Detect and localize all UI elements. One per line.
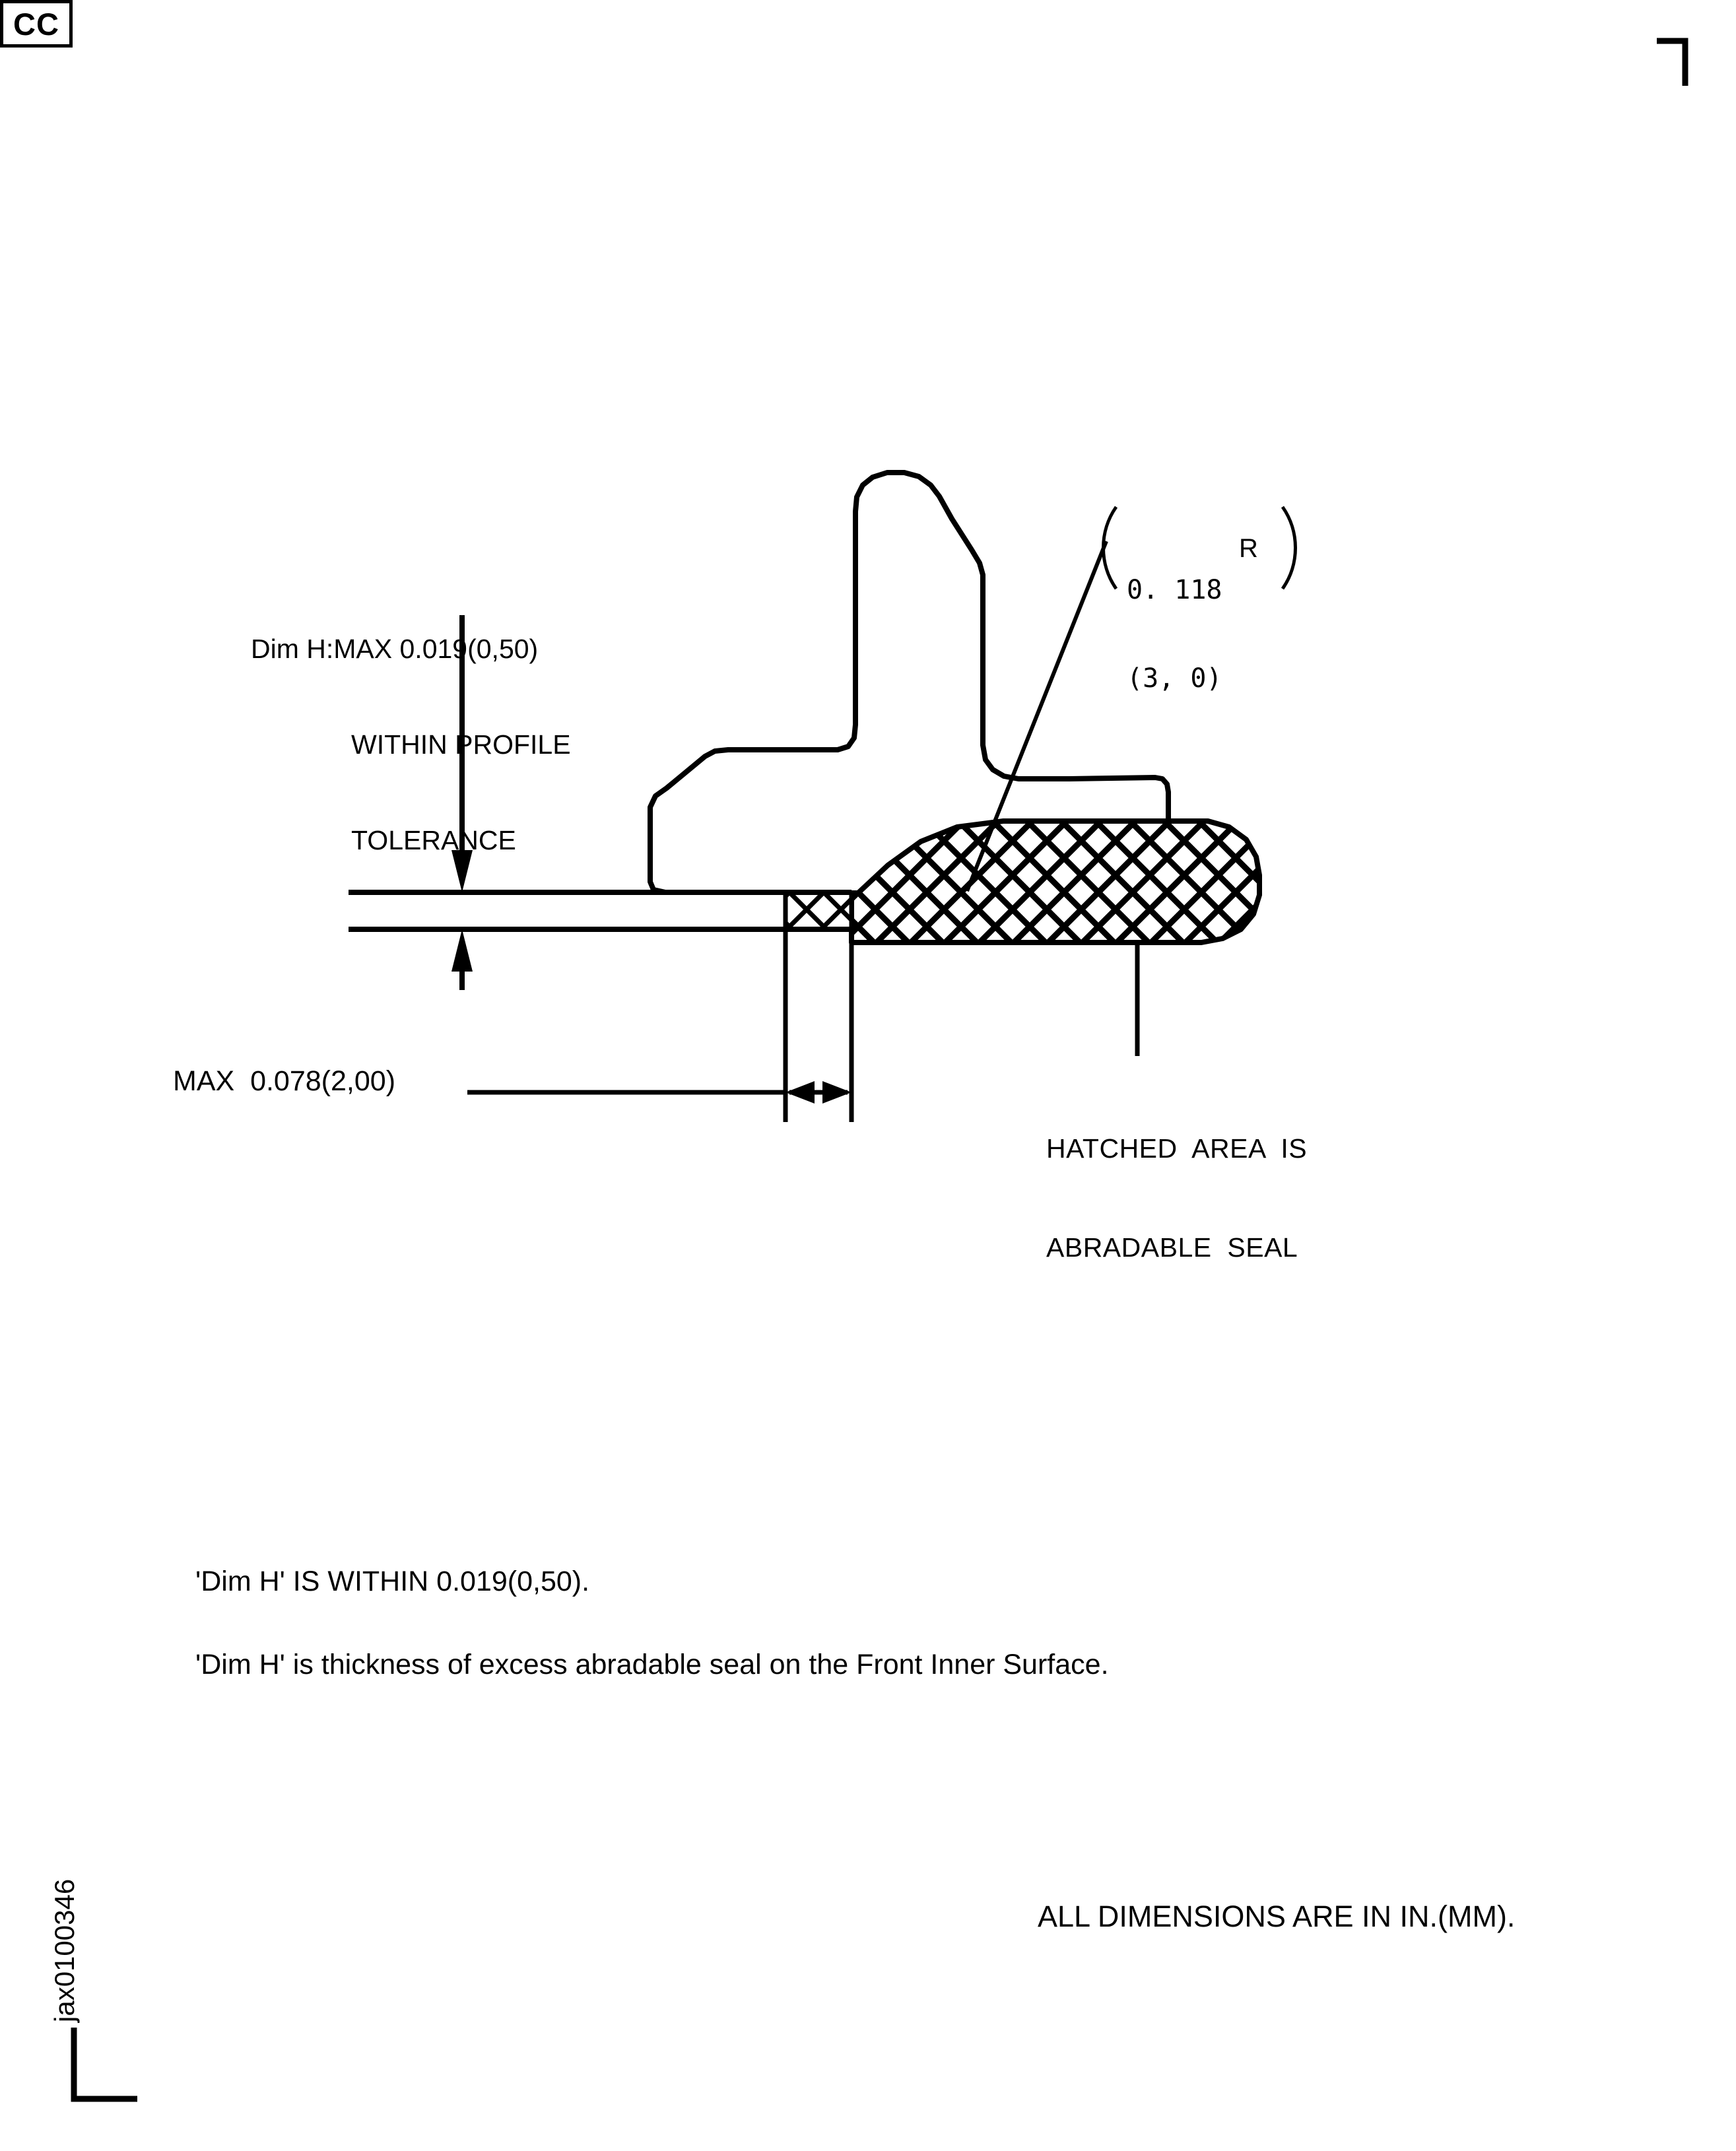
hatched-area-note-line1: HATCHED AREA IS	[1046, 1133, 1308, 1164]
radius-symbol: R	[1239, 534, 1258, 563]
abradable-seal-region	[851, 821, 1259, 943]
radius-value-mm: (3, 0)	[1127, 663, 1222, 694]
hatched-area-note-line2: ABRADABLE SEAL	[1046, 1232, 1298, 1263]
dim-h-callout-line1: Dim H:MAX 0.019(0,50)	[251, 633, 539, 664]
view-tag-cc: CC	[0, 0, 73, 48]
radius-callout-group	[1092, 502, 1304, 694]
corner-mark-bottom-left	[74, 2028, 137, 2099]
dim-h-callout-line3: TOLERANCE	[351, 825, 516, 855]
note-dim-h-tolerance: 'Dim H' IS WITHIN 0.019(0,50).	[195, 1566, 590, 1597]
dim-h-arrow-bottom	[451, 929, 473, 990]
all-dimensions-note: ALL DIMENSIONS ARE IN IN.(MM).	[1038, 1900, 1516, 1933]
dim-h-callout	[251, 569, 571, 920]
max-width-dimension	[467, 929, 851, 1122]
radius-value-inch: 0. 118	[1127, 574, 1222, 605]
hatched-area-note	[1046, 1066, 1307, 1330]
radius-callout-values	[1127, 516, 1222, 752]
dim-h-callout-line2: WITHIN PROFILE	[351, 729, 571, 760]
corner-mark-top-right	[1657, 41, 1685, 86]
note-dim-h-description: 'Dim H' is thickness of excess abradable seal on the Front Inner Surface.	[195, 1649, 1109, 1680]
max-width-label: MAX 0.078(2,00)	[173, 1065, 396, 1097]
sheet-id-label: jax0100346	[49, 1878, 80, 2022]
